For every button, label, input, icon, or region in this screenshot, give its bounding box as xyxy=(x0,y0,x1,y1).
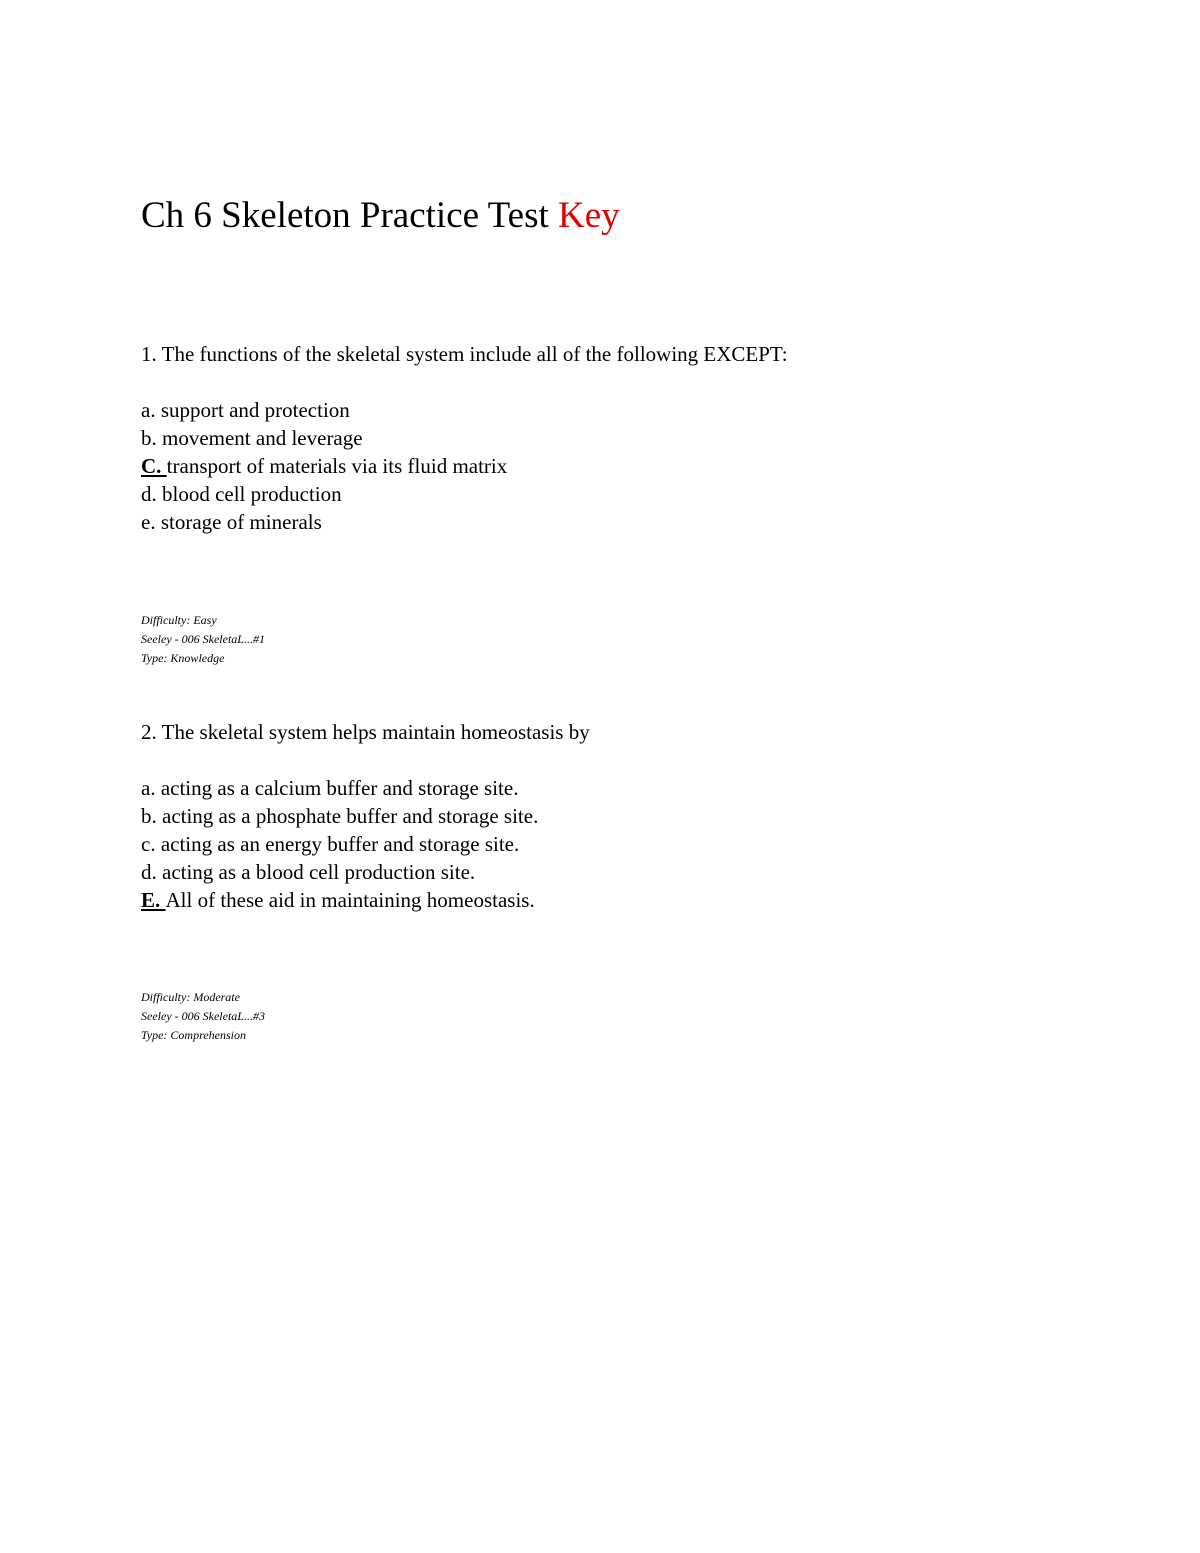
option-e xyxy=(141,508,788,536)
option-text: transport of materials via its fluid matrix xyxy=(166,454,508,478)
option-d xyxy=(141,480,788,508)
option-text: movement and leverage xyxy=(156,426,363,450)
correct-answer-letter: E. xyxy=(141,888,166,912)
option-letter: d. xyxy=(141,860,157,884)
difficulty-label: Difficulty: Moderate xyxy=(141,990,240,1004)
option-e-correct xyxy=(141,886,590,914)
option-c-correct xyxy=(141,452,788,480)
difficulty-label: Difficulty: Easy xyxy=(141,613,217,627)
question-1-metadata xyxy=(141,611,265,668)
option-c xyxy=(141,830,590,858)
question-2-metadata xyxy=(141,988,265,1045)
option-letter: a. xyxy=(141,776,156,800)
option-text: acting as a calcium buffer and storage site. xyxy=(155,776,519,800)
title-key-label: Key xyxy=(558,195,620,236)
question-2 xyxy=(141,718,590,914)
option-a xyxy=(141,396,788,424)
correct-answer-letter: C. xyxy=(141,454,167,478)
option-letter: a. xyxy=(141,398,156,422)
option-d xyxy=(141,858,590,886)
option-text: storage of minerals xyxy=(155,510,322,534)
type-label: Type: Knowledge xyxy=(141,651,225,665)
page-title xyxy=(141,193,620,239)
source-label: Seeley - 006 SkeletaL...#3 xyxy=(141,1009,265,1023)
question-1 xyxy=(141,340,788,536)
option-text: acting as a blood cell production site. xyxy=(156,860,476,884)
option-a xyxy=(141,774,590,802)
option-text: acting as an energy buffer and storage site. xyxy=(155,832,520,856)
answer-options xyxy=(141,774,590,914)
type-label: Type: Comprehension xyxy=(141,1028,246,1042)
title-text: Ch 6 Skeleton Practice Test xyxy=(141,195,559,236)
answer-options xyxy=(141,396,788,536)
option-letter: b. xyxy=(141,426,157,450)
option-letter: d. xyxy=(141,482,157,506)
option-text: support and protection xyxy=(155,398,350,422)
option-letter: b. xyxy=(141,804,157,828)
option-b xyxy=(141,802,590,830)
option-b xyxy=(141,424,788,452)
option-letter: e. xyxy=(141,510,156,534)
question-stem: 2. The skeletal system helps maintain homeostasis by xyxy=(141,720,590,744)
option-letter: c. xyxy=(141,832,156,856)
option-text: acting as a phosphate buffer and storage site. xyxy=(156,804,539,828)
source-label: Seeley - 006 SkeletaL...#1 xyxy=(141,632,265,646)
option-text: All of these aid in maintaining homeostasis. xyxy=(165,888,535,912)
question-stem: 1. The functions of the skeletal system include all of the following EXCEPT: xyxy=(141,342,788,366)
option-text: blood cell production xyxy=(156,482,342,506)
